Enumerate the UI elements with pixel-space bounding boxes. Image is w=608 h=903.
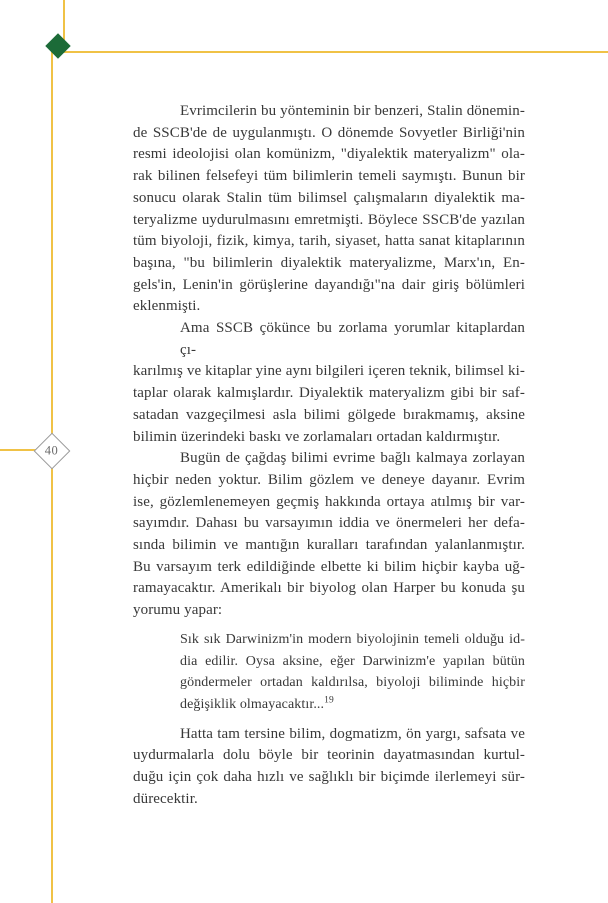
text-line	[133, 600, 525, 622]
text-line-content: Sık sık Darwinizm'in modern biyolojinin temeli olduğu id-	[180, 631, 525, 647]
paragraph	[133, 724, 525, 811]
text-line	[133, 405, 525, 427]
text-line	[133, 578, 525, 600]
text-line-content: yorumu yapar:	[133, 602, 223, 619]
text-line-content: dia edilir. Oysa aksine, eğer Darwinizm'e yapılan bütün	[180, 653, 525, 669]
text-line-content: hiçbir neden yoktur. Bilim gözlem ve deneye dayanır. Evrim	[133, 471, 525, 488]
text-line-content: rak bilinen felsefeyi tüm bilimlerin temeli saymıştı. Bunun bir	[133, 168, 525, 185]
text-line	[133, 492, 525, 514]
paragraph	[133, 448, 525, 622]
text-line	[133, 166, 525, 188]
text-line	[133, 470, 525, 492]
text-line-content: Hatta tam tersine bilim, dogmatizm, ön yargı, safsata ve	[180, 725, 525, 742]
page-number-badge	[34, 433, 71, 470]
text-line-content: taplar olarak kalmışlardır. Diyalektik materyalizm gibi bir saf-	[133, 385, 525, 402]
text-line-content: gels'in, Lenin'in görüşlerine dayandığı"na dair giriş bölümleri	[133, 276, 525, 293]
text-line-content: göndermeler ortadan kaldırılsa, biyoloji biliminde hiçbir	[180, 675, 525, 691]
text-line	[133, 694, 525, 716]
text-line-content: karılmış ve kitaplar yine aynı bilgileri içeren teknik, bilimsel ki-	[133, 363, 525, 380]
text-line-content: Bugün de çağdaş bilimi evrime bağlı kalmaya zorlayan	[180, 450, 525, 467]
text-line-content: de SSCB'de de uygulanmıştı. O dönemde Sovyetler Birliği'nin	[133, 124, 525, 141]
text-line-content: sında bilimin ve mantığın kuralları tarafından yalanlanmıştır.	[133, 537, 525, 554]
text-line	[133, 101, 525, 123]
text-line	[133, 745, 525, 767]
text-line-content: başına, "bu bilimlerin diyalektik materyalizme, Marx'ın, En-	[133, 254, 525, 271]
diamond-ornament-icon	[45, 33, 70, 58]
text-line-content: ramayacaktır. Amerikalı bir biyolog olan Harper bu konuda şu	[133, 580, 525, 597]
text-line-content: Evrimcilerin bu yönteminin bir benzeri, Stalin dönemin-	[180, 103, 525, 119]
text-line-content: bilimin üzerindeki baskı ve zorlamaları ortadan kaldırmıştır.	[133, 428, 501, 445]
text-line	[133, 535, 525, 557]
text-line	[133, 724, 525, 746]
text-block	[133, 101, 525, 811]
top-horizontal-rule	[60, 51, 608, 53]
text-line-content: uydurmalarla dolu böyle bir teorinin dayatmasından kurtul-	[133, 747, 525, 764]
text-line	[133, 629, 525, 651]
text-line	[133, 513, 525, 535]
top-vertical-rule	[63, 0, 65, 40]
text-line	[133, 188, 525, 210]
text-line-content: tüm biyoloji, fizik, kimya, tarih, siyaset, hatta sanat kitaplarının	[133, 233, 525, 250]
page-number: 40	[45, 443, 59, 458]
text-line	[133, 210, 525, 232]
paragraph	[133, 318, 525, 448]
text-line	[133, 448, 525, 470]
text-line	[133, 296, 525, 318]
footnote-reference: 19	[324, 695, 334, 706]
text-line-content: satadan vazgeçilmesi asla bilimi gölgede bırakmamış, aksine	[133, 406, 525, 423]
text-line	[133, 651, 525, 673]
text-line	[133, 144, 525, 166]
text-line	[133, 231, 525, 253]
text-line-content: sayımdır. Dahası bu varsayımın iddia ve önermeleri her defa-	[133, 515, 525, 532]
text-line	[133, 383, 525, 405]
block-quote	[133, 629, 525, 716]
text-line	[133, 123, 525, 145]
text-line	[133, 361, 525, 383]
text-line	[133, 767, 525, 789]
paragraph	[133, 101, 525, 318]
text-line-content: Ama SSCB çökünce bu zorlama yorumlar kitaplardan çı-	[180, 320, 525, 358]
text-line	[133, 275, 525, 297]
text-line	[133, 318, 525, 361]
text-line	[133, 789, 525, 811]
text-line-content: Bu varsayım terk edildiğinde elbette ki bilim hiçbir kayba uğ-	[133, 558, 525, 575]
text-line-content: ise, gözlemlenemeyen geçmiş hakkında ortaya atılmış bir var-	[133, 493, 525, 510]
text-line	[133, 557, 525, 579]
text-line	[133, 427, 525, 449]
text-line-content: değişiklik olmayacaktır...	[180, 696, 325, 712]
text-line	[133, 253, 525, 275]
left-vertical-rule	[51, 50, 53, 903]
text-line	[133, 672, 525, 694]
text-line-content: duğu için çok daha hızlı ve sağlıklı bir biçimde ilerlemeyi sür-	[133, 769, 525, 786]
text-line-content: dürecektir.	[133, 790, 198, 807]
text-line-content: sonucu olarak Stalin tüm bilimsel çalışmaların diyalektik ma-	[133, 189, 525, 206]
text-line-content: eklenmişti.	[133, 298, 201, 315]
text-line-content: resmi ideolojisi olan komünizm, "diyalektik materyalizm" ola-	[133, 146, 525, 163]
text-line-content: teryalizme uydurulmasını emretmişti. Böylece SSCB'de yazılan	[133, 211, 525, 228]
